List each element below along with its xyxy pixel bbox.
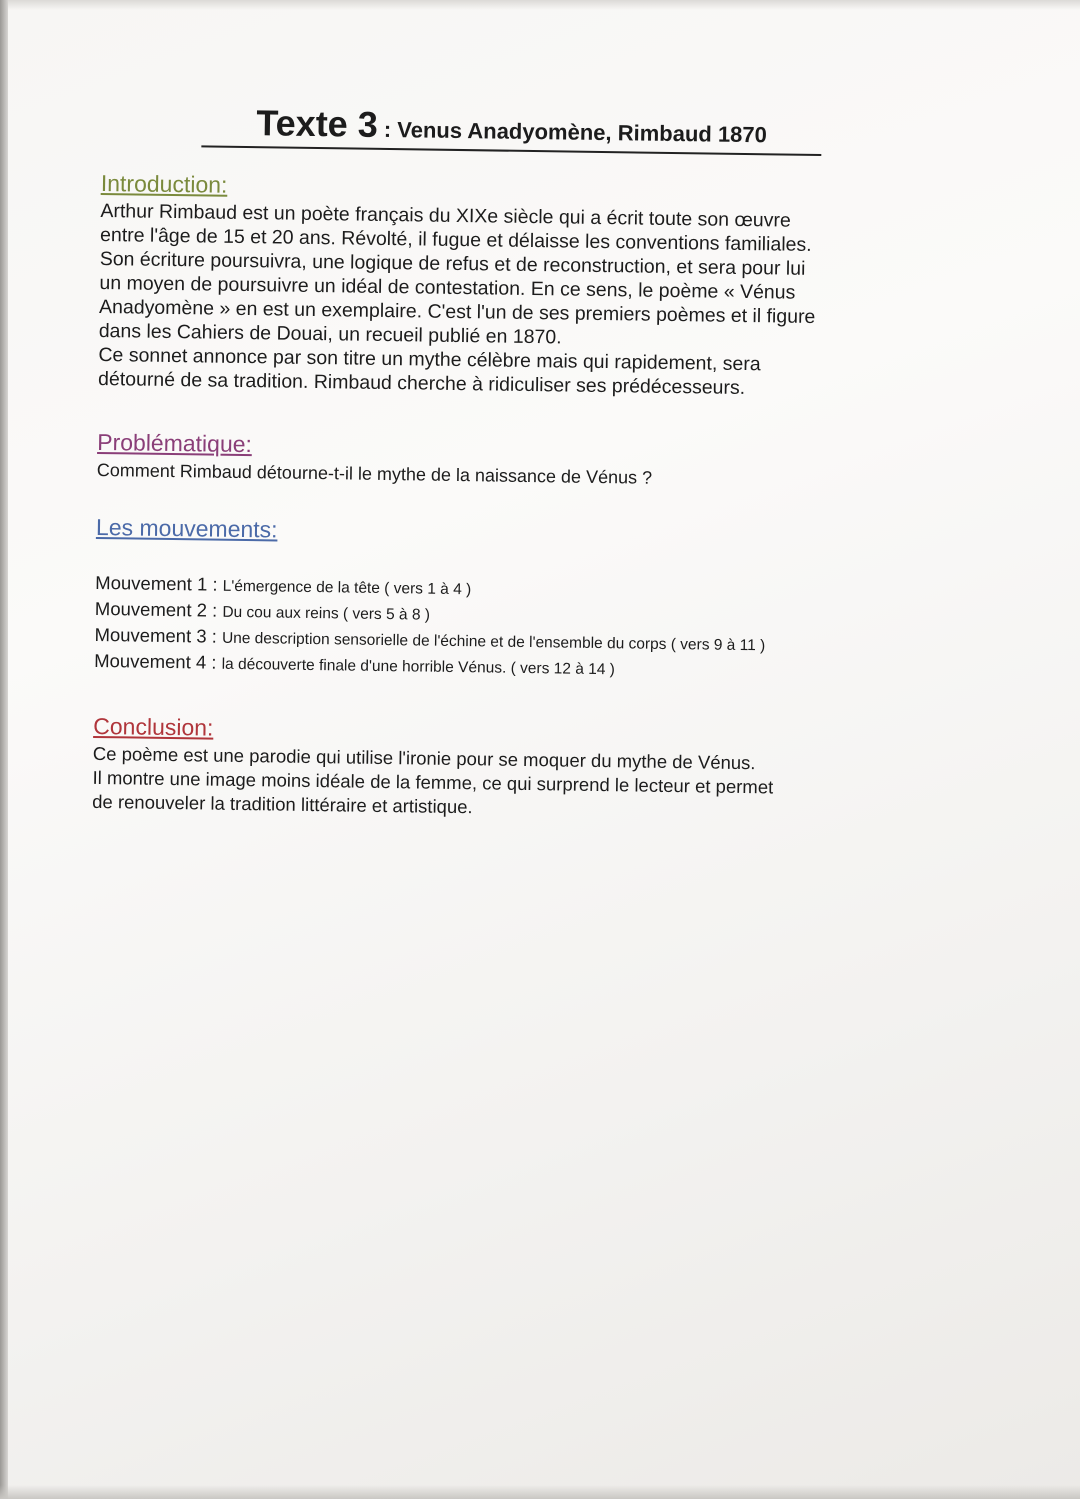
introduction-paragraph xyxy=(98,199,941,403)
mouvement-label: Mouvement 2 : xyxy=(94,597,223,621)
intro-line: Anadyomène » en est un exemplaire. C'est l'un de ses premiers poèmes et il figure xyxy=(98,295,816,328)
conclusion-section xyxy=(92,713,933,826)
intro-line: détourné de sa tradition. Rimbaud cherche à ridiculiser ses prédécesseurs. xyxy=(97,367,746,400)
page-shadow-left xyxy=(0,0,8,1499)
page-shadow-top xyxy=(0,0,1080,10)
introduction-section xyxy=(98,170,941,403)
mouvement-label: Mouvement 4 : xyxy=(94,649,222,673)
page-shadow-bottom xyxy=(0,1485,1080,1499)
intro-line: Arthur Rimbaud est un poète français du XIXe siècle qui a écrit toute son œuvre xyxy=(100,199,791,232)
mouvements-heading: Les mouvements: xyxy=(95,513,278,543)
introduction-heading: Introduction: xyxy=(100,169,228,198)
mouvement-text: L'émergence de la tête ( vers 1 à 4 ) xyxy=(222,577,472,599)
intro-line: dans les Cahiers de Douai, un recueil publié en 1870. xyxy=(98,319,562,349)
problematique-heading: Problématique: xyxy=(97,428,253,458)
conclusion-line: de renouveler la tradition littéraire et artistique. xyxy=(92,790,473,818)
conclusion-paragraph xyxy=(92,742,933,826)
intro-line: un moyen de poursuivre un idéal de contestation. En ce sens, le poème « Vénus xyxy=(99,271,796,304)
mouvement-text: Une description sensorielle de l'échine et de l'ensemble du corps ( vers 9 à 11 ) xyxy=(221,629,766,655)
intro-line: entre l'âge de 15 et 20 ans. Révolté, il fugue et délaisse les conventions familiales. xyxy=(99,223,812,256)
title-subtitle: : Venus Anadyomène, Rimbaud 1870 xyxy=(377,116,768,148)
title-main: Texte 3 xyxy=(256,102,379,145)
mouvement-label: Mouvement 1 : xyxy=(95,571,223,595)
problematique-question: Comment Rimbaud détourne-t-il le mythe de la naissance de Vénus ? xyxy=(96,459,653,488)
mouvements-section xyxy=(94,514,936,687)
document-title xyxy=(201,101,822,156)
problematique-section xyxy=(97,429,938,494)
conclusion-line: Ce poème est une parodie qui utilise l'ironie pour se moquer du mythe de Vénus. xyxy=(92,742,756,774)
conclusion-heading: Conclusion: xyxy=(93,712,214,741)
intro-line: Ce sonnet annonce par son titre un mythe célèbre mais qui rapidement, sera xyxy=(98,343,761,376)
mouvements-list xyxy=(94,571,935,687)
intro-line: Son écriture poursuivra, une logique de refus et de reconstruction, et sera pour lui xyxy=(99,247,806,280)
mouvement-label: Mouvement 3 : xyxy=(94,623,223,647)
document-body xyxy=(92,100,942,826)
mouvement-text: Du cou aux reins ( vers 5 à 8 ) xyxy=(222,603,431,624)
mouvement-text: la découverte finale d'une horrible Vénus. ( vers 12 à 14 ) xyxy=(221,655,616,679)
conclusion-line: Il montre une image moins idéale de la femme, ce qui surprend le lecteur et permet xyxy=(92,766,774,798)
